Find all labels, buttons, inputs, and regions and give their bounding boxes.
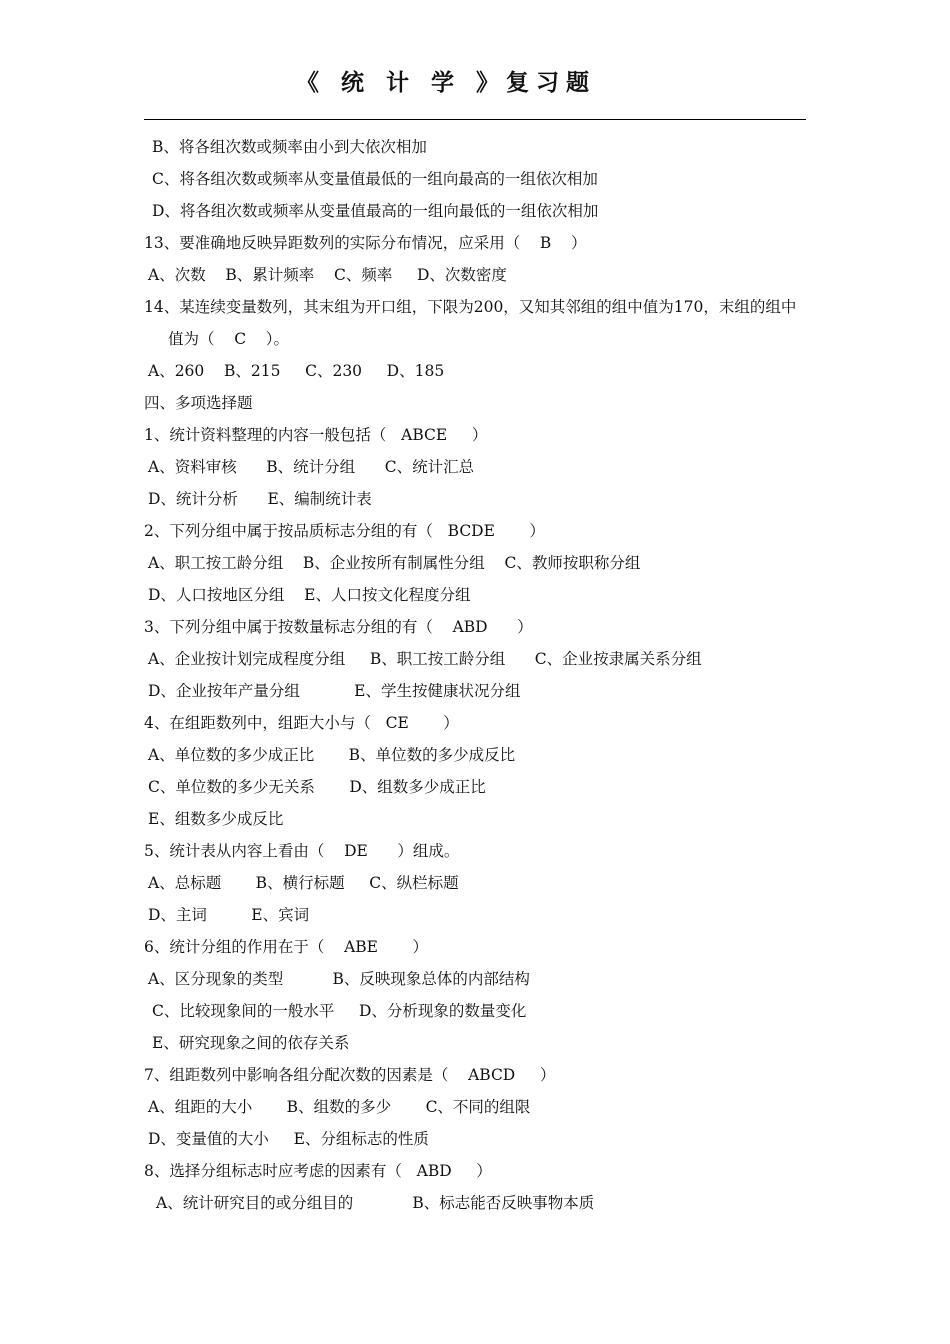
page-title: 《 统 计 学 》复习题: [296, 70, 597, 96]
option-line: E、组数多少成反比: [148, 810, 284, 828]
question-line: 14、某连续变量数列，其末组为开口组，下限为200，又知其邻组的组中值为170，末组的组中: [144, 298, 797, 316]
question-line: 5、统计表从内容上看由（ DE ）组成。: [144, 842, 460, 860]
header-divider: [144, 119, 806, 120]
option-line: C、将各组次数或频率从变量值最低的一组向最高的一组依次相加: [152, 170, 598, 188]
option-line: A、职工按工龄分组 B、企业按所有制属性分组 C、教师按职称分组: [148, 554, 641, 572]
question-line: 4、在组距数列中，组距大小与（ CE ）: [144, 714, 459, 732]
question-line: 8、选择分组标志时应考虑的因素有（ ABD ）: [144, 1162, 492, 1180]
option-line: D、主词 E、宾词: [148, 906, 310, 924]
option-line: A、统计研究目的或分组目的 B、标志能否反映事物本质: [156, 1194, 595, 1212]
option-line: D、企业按年产量分组 E、学生按健康状况分组: [148, 682, 521, 700]
option-line: D、变量值的大小 E、分组标志的性质: [148, 1130, 429, 1148]
question-line: 7、组距数列中影响各组分配次数的因素是（ ABCD ）: [144, 1066, 556, 1084]
section-heading: 四、多项选择题: [144, 394, 253, 412]
option-line: C、单位数的多少无关系 D、组数多少成正比: [148, 778, 486, 796]
option-line: A、单位数的多少成正比 B、单位数的多少成反比: [148, 746, 516, 764]
question-line: 2、下列分组中属于按品质标志分组的有（ BCDE ）: [144, 522, 545, 540]
option-line: B、将各组次数或频率由小到大依次相加: [152, 138, 427, 156]
question-line: 13、要准确地反映异距数列的实际分布情况，应采用（ B ）: [144, 234, 587, 252]
document-body: [144, 131, 824, 1219]
question-line: 1、统计资料整理的内容一般包括（ ABCE ）: [144, 426, 488, 444]
option-line: A、组距的大小 B、组数的多少 C、不同的组限: [148, 1098, 531, 1116]
option-line: A、次数 B、累计频率 C、频率 D、次数密度: [148, 266, 507, 284]
option-line: A、企业按计划完成程度分组 B、职工按工龄分组 C、企业按隶属关系分组: [148, 650, 702, 668]
question-line: 3、下列分组中属于按数量标志分组的有（ ABD ）: [144, 618, 533, 636]
option-line: C、比较现象间的一般水平 D、分析现象的数量变化: [152, 1002, 527, 1020]
question-line: 6、统计分组的作用在于（ ABE ）: [144, 938, 428, 956]
option-line: A、总标题 B、横行标题 C、纵栏标题: [148, 874, 459, 892]
option-line: D、人口按地区分组 E、人口按文化程度分组: [148, 586, 471, 604]
option-line: A、260 B、215 C、230 D、185: [148, 362, 445, 380]
option-line: D、将各组次数或频率从变量值最高的一组向最低的一组依次相加: [152, 202, 599, 220]
option-line: D、统计分析 E、编制统计表: [148, 490, 372, 508]
option-line: A、资料审核 B、统计分组 C、统计汇总: [148, 458, 475, 476]
question-continuation: 值为（ C ）。: [168, 330, 290, 348]
option-line: E、研究现象之间的依存关系: [152, 1034, 350, 1052]
option-line: A、区分现象的类型 B、反映现象总体的内部结构: [148, 970, 530, 988]
